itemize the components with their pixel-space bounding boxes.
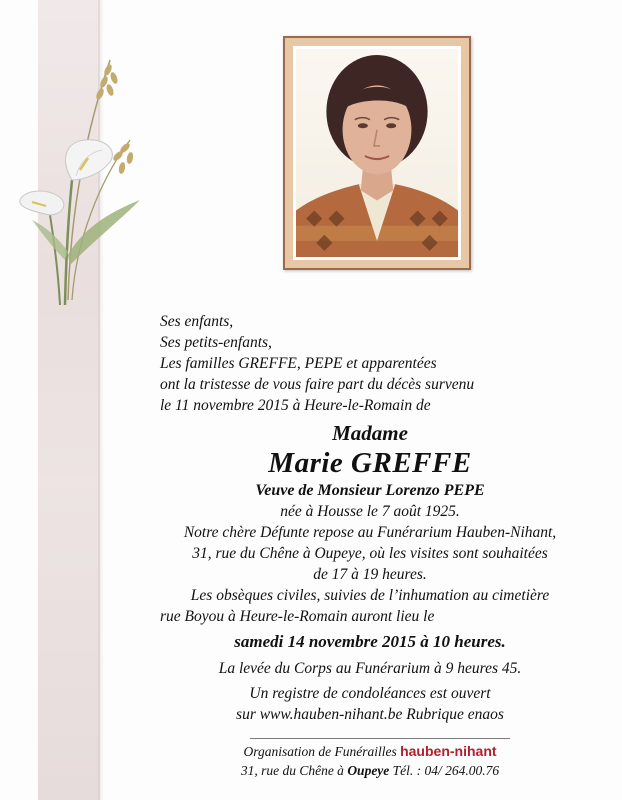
intro-line-3: Les familles GREFFE, PEPE et apparentées xyxy=(160,355,437,372)
footer-address xyxy=(150,762,590,780)
footer-organisation xyxy=(150,742,590,761)
details-line-3: de 17 à 19 heures. xyxy=(313,566,427,583)
intro-line-5: le 11 novembre 2015 à Heure-le-Romain de xyxy=(160,397,431,414)
phone-number: Tél. : 04/ 264.00.76 xyxy=(392,763,500,778)
details-line-5: rue Boyou à Heure-le-Romain auront lieu le xyxy=(160,608,435,625)
intro-line-4: ont la tristesse de vous faire part du décès survenu xyxy=(160,376,475,393)
details-line-2: 31, rue du Chêne à Oupeye, où les visites sont souhaitées xyxy=(192,545,548,562)
register-line-2: sur www.hauben-nihant.be Rubrique enaos xyxy=(236,706,504,723)
widow-of: Veuve de Monsieur Lorenzo PEPE xyxy=(255,482,485,499)
footer-divider xyxy=(250,738,510,739)
brand-logo: hauben-nihant xyxy=(400,743,497,759)
register-line-1: Un registre de condoléances est ouvert xyxy=(249,685,491,702)
details-line-1: Notre chère Défunte repose au Funérarium Hauben-Nihant, xyxy=(183,524,557,541)
deceased-title: Madame xyxy=(332,421,408,445)
address-prefix: 31, rue du Chêne à xyxy=(240,763,344,778)
address-city: Oupeye xyxy=(347,763,390,778)
levee-info: La levée du Corps au Funérarium à 9 heures 45. xyxy=(218,660,522,677)
birth-info: née à Housse le 7 août 1925. xyxy=(280,503,460,520)
intro-line-1: Ses enfants, xyxy=(160,313,234,330)
deceased-name: Marie GREFFE xyxy=(268,447,472,479)
organisation-prefix: Organisation de Funérailles xyxy=(243,744,397,759)
details-line-4: Les obsèques civiles, suivies de l’inhumation au cimetière xyxy=(190,587,550,604)
intro-line-2: Ses petits-enfants, xyxy=(160,334,272,351)
ceremony-date: samedi 14 novembre 2015 à 10 heures. xyxy=(234,632,506,651)
